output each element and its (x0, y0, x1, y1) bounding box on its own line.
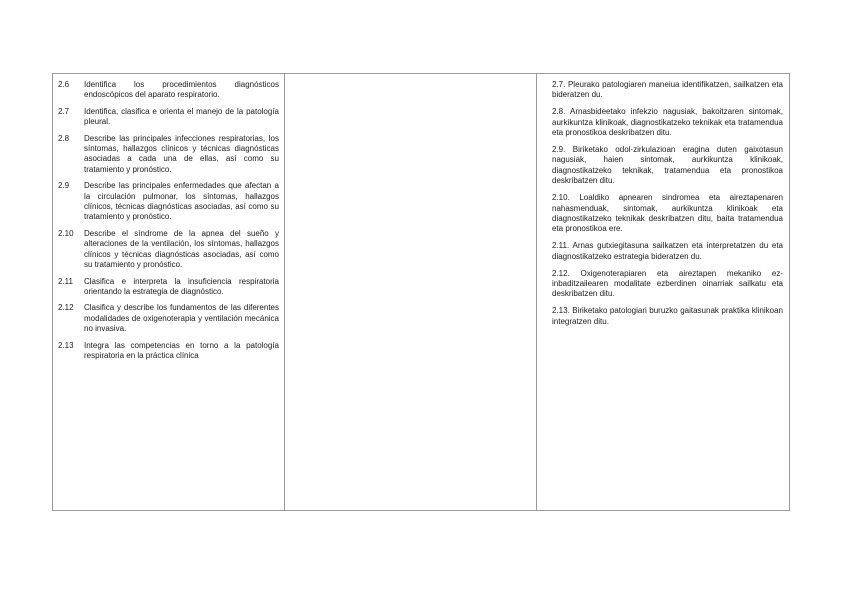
item-number: 2.13 (58, 340, 74, 350)
list-item (58, 80, 279, 101)
item-text: Describe las principales infecciones respiratorias, los síntomas, hallazgos clínicos y técnicas diagnósticas asociadas a cada una de ellas, así como su tratamiento y pronóstico. (84, 133, 279, 174)
list-item (58, 134, 279, 176)
item-text: Clasifica y describe los fundamentos de las diferentes modalidades de oxigenoterapia y ventilación mecánica no invasiva. (84, 303, 279, 334)
item-number: 2.10 (58, 228, 74, 238)
list-item (58, 277, 279, 298)
basque-competences-list (537, 74, 789, 327)
empty-middle-cell (285, 74, 537, 511)
item-number: 2.12 (58, 303, 74, 313)
item-number: 2.9 (58, 181, 70, 191)
list-item: 2.7. Pleurako patologiaren maneiua identifikatzen, sailkatzen eta bideratzen du. (552, 80, 783, 100)
item-number: 2.8 (58, 133, 70, 143)
item-text: Identifica los procedimientos diagnósticos endoscópicos del aparato respiratorio. (84, 80, 279, 100)
list-item (58, 107, 279, 128)
item-number: 2.7 (58, 106, 70, 116)
spanish-competences-list (53, 74, 284, 361)
list-item: 2.9. Biriketako odol-zirkulazioan eragina duten gaixotasun nagusiak, haien sintomak, aurkikuntza klinikoak, diagnostikatzeko teknikak, tratamendua eta pronostikoa deskribatzen ditu. (552, 145, 783, 186)
list-item: 2.12. Oxigenoterapiaren eta aireztapen mekaniko ez-inbaditzailearen modalitate ezberdinen oinarriak sailkatu eta deskribatzen ditu. (552, 268, 783, 299)
list-item (58, 229, 279, 271)
item-text: Clasifica e interpreta la insuficiencia respiratoria orientando la estrategia de diagnóstico. (84, 276, 279, 296)
item-number: 2.11 (58, 276, 73, 286)
list-item (58, 303, 279, 334)
item-text: Describe las principales enfermedades que afectan a la circulación pulmonar, los síntomas, hallazgos clínicos, técnicas diagnósticas asociadas, así como su tratamiento y pronóstico. (84, 181, 279, 222)
list-item: 2.8. Arnasbideetako infekzio nagusiak, bakoitzaren sintomak, aurkikuntza klinikoak, diagnostikatzeko teknikak eta tratamendua eta pronostikoa deskribatzen ditu. (552, 107, 783, 138)
content-table (52, 73, 790, 511)
basque-competences-cell (537, 74, 790, 511)
list-item (58, 181, 279, 223)
list-item: 2.13. Biriketako patologiari buruzko gaitasunak praktika klinikoan integratzen ditu. (552, 306, 783, 326)
spanish-competences-cell (53, 74, 285, 511)
list-item: 2.10. Loaldiko apnearen sindromea eta aireztapenaren nahasmenduak, sintomak, aurkikuntza klinikoak eta diagnostikatzeko teknikak deskribatzen ditu, baita tratamendua eta pronostikoa ere. (552, 193, 783, 234)
item-number: 2.6 (58, 80, 70, 89)
list-item: 2.11. Arnas gutxiegitasuna sailkatzen eta interpretatzen du eta diagnostikatzeko estrategia bideratzen du. (552, 241, 783, 261)
item-text: Identifica, clasifica e orienta el manejo de la patología pleural. (84, 106, 279, 127)
item-text: Describe el síndrome de la apnea del sueño y alteraciones de la ventilación, los síntomas, hallazgos clínicos y técnicas diagnósticas asociadas, así como su tratamiento y pronóstico. (84, 228, 279, 270)
table-row (53, 74, 790, 511)
item-text: Integra las competencias en torno a la patología respiratoria en la práctica clínica (84, 340, 279, 360)
list-item (58, 341, 279, 362)
